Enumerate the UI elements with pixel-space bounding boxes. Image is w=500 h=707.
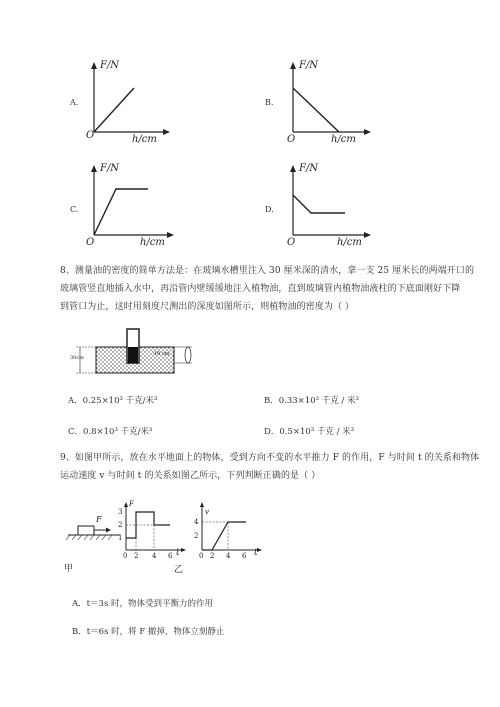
f-t-y-label: F	[129, 500, 134, 508]
v-t-y-tick-2: 2	[194, 532, 199, 540]
question-8-line-2: 玻璃管竖直地插入水中，再沿管内壁缓缓地注入植物油，直到玻璃管内植物油液柱的下底面刚好下降	[60, 284, 461, 294]
option-d-y-label: F/N	[299, 163, 319, 174]
option-c-graph	[68, 163, 178, 253]
option-c-origin: O	[86, 237, 95, 248]
v-t-x-tick-4: 4	[226, 552, 231, 560]
option-b-graph	[265, 60, 385, 150]
option-b-x-label: h/cm	[331, 134, 356, 145]
v-t-plot	[188, 500, 263, 560]
v-t-y-tick-4: 4	[194, 518, 199, 526]
force-f-label: F	[96, 515, 102, 524]
question-9-option-a[interactable]: A．t＝3s 时，物体受到平衡力的作用	[72, 599, 214, 609]
option-a-label: A.	[70, 98, 79, 107]
option-b-plot	[265, 60, 385, 150]
question-8-text	[60, 262, 480, 316]
option-a-graph	[68, 60, 178, 150]
question-9-option-b[interactable]: B．t＝6s 时，将 F 撤掉，物体立刻静止	[72, 627, 225, 637]
option-a-y-label: F/N	[100, 60, 120, 71]
v-t-x-tick-0: 0	[199, 552, 204, 560]
f-t-x-tick-2: 2	[134, 552, 139, 560]
question-9-line-1: 9、如图甲所示，放在水平地面上的物体，受到方向不变的水平推力 F 的作用，F 与时间 t 的关系和物体	[60, 453, 480, 463]
option-d-plot	[265, 163, 385, 253]
v-t-x-tick-2: 2	[210, 552, 215, 560]
option-d-graph	[265, 163, 385, 253]
option-b-y-label: F/N	[299, 60, 319, 71]
figure-jia-label: 甲	[64, 564, 74, 574]
tank-left-label: 30cm	[70, 355, 84, 361]
figure-yi-label: 乙	[174, 565, 184, 575]
question-9-line-2: 运动速度 v 与时间 t 的关系如图乙所示，下列判断正确的是（ ）	[60, 471, 321, 481]
f-t-y-tick-1: 1	[118, 534, 123, 542]
tank-diagram	[70, 325, 200, 377]
question-9-f-t-graph	[112, 500, 187, 580]
question-9-text	[60, 449, 480, 485]
option-b-label: B.	[265, 98, 274, 107]
v-t-y-label: v	[205, 508, 209, 516]
question-8-line-3: 到管口为止，这时用刻度尺测出的深度如图所示，则植物油的密度为（ ）	[60, 302, 355, 312]
f-t-x-tick-0: 0	[123, 552, 128, 560]
f-t-x-label: t	[176, 548, 180, 558]
option-d-origin: O	[287, 237, 296, 248]
question-8-option-a[interactable]: A．0.25×10³ 千克/米³	[68, 396, 158, 406]
option-c-label: C.	[70, 205, 79, 214]
f-t-x-tick-6: 6	[168, 552, 173, 560]
option-a-origin: O	[86, 130, 95, 141]
question-8-option-d[interactable]: D．0.5×10³ 千克 / 米³	[264, 427, 355, 437]
f-t-y-tick-2: 2	[118, 521, 123, 529]
question-8-line-1: 8、测量油的密度的简单方法是：在玻璃水槽里注入 30 厘米深的清水，拿一支 25 厘米长的两端开口的	[60, 266, 475, 276]
option-a-plot	[68, 60, 178, 150]
question-8-figure	[70, 325, 200, 377]
option-b-origin: O	[287, 134, 296, 145]
option-d-label: D.	[265, 205, 274, 214]
v-t-x-tick-6: 6	[242, 552, 247, 560]
tank-right-label: 10 cm	[154, 351, 170, 357]
option-a-x-label: h/cm	[132, 134, 157, 145]
f-t-x-tick-4: 4	[152, 552, 157, 560]
option-d-x-label: h/cm	[337, 237, 362, 248]
question-8-option-c[interactable]: C．0.8×10³ 千克/米³	[68, 427, 153, 437]
f-t-y-tick-3: 3	[118, 508, 123, 516]
option-c-x-label: h/cm	[140, 237, 165, 248]
question-8-option-b[interactable]: B．0.33×10³ 千克 / 米³	[264, 396, 359, 406]
v-t-x-label: t	[254, 548, 258, 558]
option-c-y-label: F/N	[100, 163, 120, 174]
question-9-v-t-graph	[188, 500, 263, 570]
